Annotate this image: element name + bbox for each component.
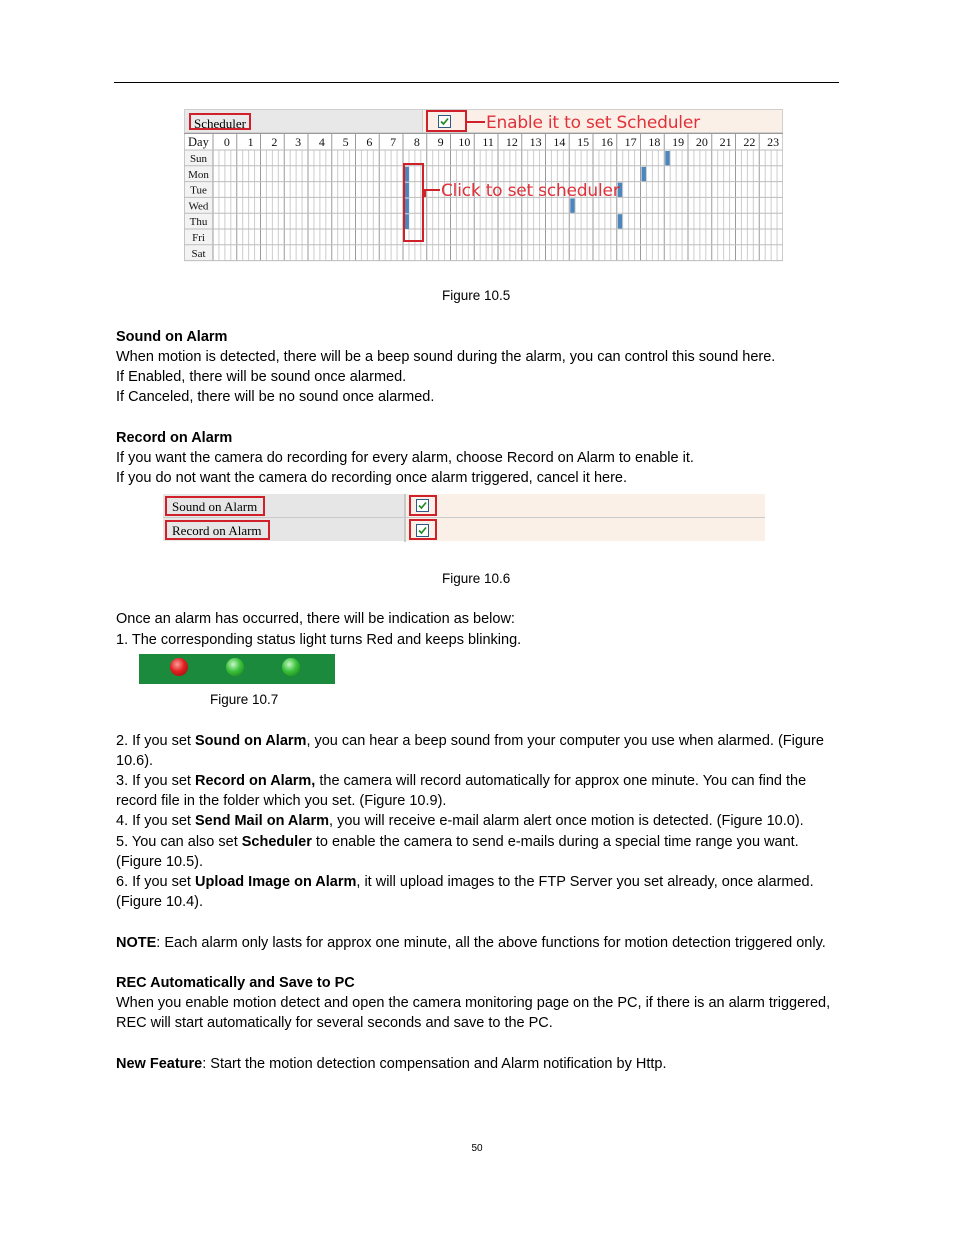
hour-label: 11 — [482, 135, 494, 149]
row-value-cell — [406, 518, 765, 541]
paragraph-line: If you do not want the camera do recording once alarm triggered, cancel it here. — [116, 470, 628, 486]
text-run: 5. You can also set — [116, 834, 242, 850]
day-label: Tue — [190, 184, 207, 197]
bold-term: Upload Image on Alarm — [195, 874, 357, 890]
red-light-icon — [170, 658, 188, 676]
list-item — [116, 872, 814, 892]
text-run: 2. If you set — [116, 733, 195, 749]
sound-on-alarm-checkbox[interactable] — [416, 499, 429, 512]
paragraph-line: If Canceled, there will be no sound once alarmed. — [116, 389, 435, 405]
selected-slot — [642, 167, 647, 182]
hour-label: 5 — [342, 135, 349, 149]
slot-highlight-frame — [403, 163, 424, 242]
day-label: Wed — [188, 200, 209, 213]
rec-auto-heading: REC Automatically and Save to PC — [116, 975, 355, 991]
text-run: 6. If you set — [116, 874, 195, 890]
column-divider — [404, 494, 406, 542]
text-run: to enable the camera to send e-mails during a special time range you want. — [311, 834, 799, 850]
sound-on-alarm-row — [163, 494, 765, 518]
check-icon — [418, 526, 427, 535]
hour-label: 14 — [553, 135, 566, 149]
alarm-settings-figure — [163, 494, 765, 542]
paragraph-line: When you enable motion detect and open the camera monitoring page on the PC, if there is an alarm triggered, — [116, 995, 831, 1011]
hour-label: 6 — [366, 135, 373, 149]
figure-caption: Figure 10.7 — [210, 692, 279, 707]
new-feature-label: New Feature — [116, 1056, 203, 1072]
paragraph-line: If you want the camera do recording for every alarm, choose Record on Alarm to enable it. — [116, 450, 694, 466]
text-run: 3. If you set — [116, 773, 195, 789]
check-icon — [440, 117, 449, 126]
list-item — [116, 731, 824, 751]
selected-slot — [618, 214, 623, 229]
text-run: , you will receive e-mail alarm alert once motion is detected. (Figure 10.0). — [329, 813, 804, 829]
hour-label: 10 — [458, 135, 471, 149]
list-item-continuation: (Figure 10.5). — [116, 854, 204, 870]
day-label: Sun — [189, 153, 208, 165]
hour-label: 4 — [318, 135, 325, 149]
row-label-cell — [163, 518, 404, 541]
list-item-continuation: record file in the folder which you set. (Figure 10.9). — [116, 793, 447, 809]
paragraph-line: When motion is detected, there will be a beep sound during the alarm, you can control this sound here. — [116, 349, 776, 365]
list-item: 1. The corresponding status light turns Red and keeps blinking. — [116, 632, 522, 648]
record-on-alarm-row — [163, 518, 765, 542]
green-light-icon — [282, 658, 300, 676]
text-run: , you can hear a beep sound from your computer you use when alarmed. (Figure — [306, 733, 824, 749]
hour-label: 3 — [295, 135, 302, 149]
list-item — [116, 832, 799, 852]
paragraph-line: If Enabled, there will be sound once alarmed. — [116, 369, 407, 385]
day-label: Mon — [188, 168, 209, 181]
day-header: Day — [188, 135, 209, 149]
hour-label: 8 — [413, 135, 420, 149]
new-feature-paragraph — [116, 1054, 667, 1074]
status-lights-bar — [139, 654, 335, 684]
day-label: Fri — [192, 232, 205, 244]
list-item-continuation: (Figure 10.4). — [116, 894, 204, 910]
bold-term: Send Mail on Alarm — [195, 813, 330, 829]
green-light-icon — [226, 658, 244, 676]
paragraph-line: REC will start automatically for several seconds and save to the PC. — [116, 1015, 553, 1031]
list-item — [116, 811, 804, 831]
scheduler-label: Scheduler — [189, 113, 251, 130]
selected-slot — [665, 151, 670, 166]
enable-annotation: Enable it to set Scheduler — [486, 113, 700, 133]
figure-caption: Figure 10.6 — [442, 571, 511, 586]
click-pointer-line — [424, 189, 440, 191]
text-run: , it will upload images to the FTP Server you set already, once alarmed. — [356, 874, 814, 890]
sound-on-alarm-heading: Sound on Alarm — [116, 329, 228, 345]
hour-label: 23 — [767, 135, 780, 149]
row-label-cell — [163, 494, 404, 517]
enable-pointer-line — [467, 121, 485, 123]
scheduler-figure — [184, 109, 783, 262]
bold-term: Sound on Alarm — [195, 733, 307, 749]
check-icon — [418, 501, 427, 510]
hour-label: 19 — [672, 135, 685, 149]
hour-label: 21 — [719, 135, 732, 149]
hour-label: 22 — [743, 135, 756, 149]
row-value-cell — [406, 494, 765, 517]
hour-label: 2 — [271, 135, 278, 149]
hour-label: 7 — [390, 135, 397, 149]
paragraph-line: Once an alarm has occurred, there will be indication as below: — [116, 611, 515, 627]
hour-label: 12 — [505, 135, 518, 149]
bold-term: Record on Alarm, — [195, 773, 316, 789]
list-item — [116, 771, 806, 791]
text-run: the camera will record automatically for approx one minute. You can find the — [315, 773, 807, 789]
record-on-alarm-label: Record on Alarm — [165, 520, 270, 540]
hour-label: 1 — [247, 135, 254, 149]
scheduler-label-cell — [184, 109, 423, 133]
scheduler-header-row — [184, 109, 783, 133]
hour-label: 0 — [223, 135, 230, 149]
scheduler-enable-checkbox[interactable] — [438, 115, 451, 128]
record-on-alarm-checkbox[interactable] — [416, 524, 429, 537]
bold-term: Scheduler — [241, 834, 312, 850]
hour-label: 9 — [437, 135, 444, 149]
text-run: 4. If you set — [116, 813, 195, 829]
figure-caption: Figure 10.5 — [442, 288, 511, 303]
day-label: Sat — [191, 247, 206, 260]
hour-label: 17 — [624, 135, 637, 149]
record-on-alarm-heading: Record on Alarm — [116, 430, 233, 446]
hour-label: 20 — [695, 135, 708, 149]
text-run: : Each alarm only lasts for approx one minute, all the above functions for motion detection triggered only. — [156, 935, 826, 951]
click-annotation: Click to set scheduler — [441, 181, 620, 201]
note-paragraph — [116, 933, 826, 953]
list-item-continuation: 10.6). — [116, 753, 154, 769]
text-run: : Start the motion detection compensation and Alarm notification by Http. — [202, 1056, 667, 1072]
day-label: Thu — [189, 216, 208, 229]
hour-label: 13 — [529, 135, 542, 149]
hour-label: 18 — [648, 135, 661, 149]
note-label: NOTE — [116, 935, 157, 951]
hour-label: 15 — [577, 135, 590, 149]
page-number: 50 — [471, 1143, 483, 1154]
hour-label: 16 — [600, 135, 613, 149]
header-rule — [114, 82, 839, 83]
sound-on-alarm-label: Sound on Alarm — [165, 496, 265, 516]
